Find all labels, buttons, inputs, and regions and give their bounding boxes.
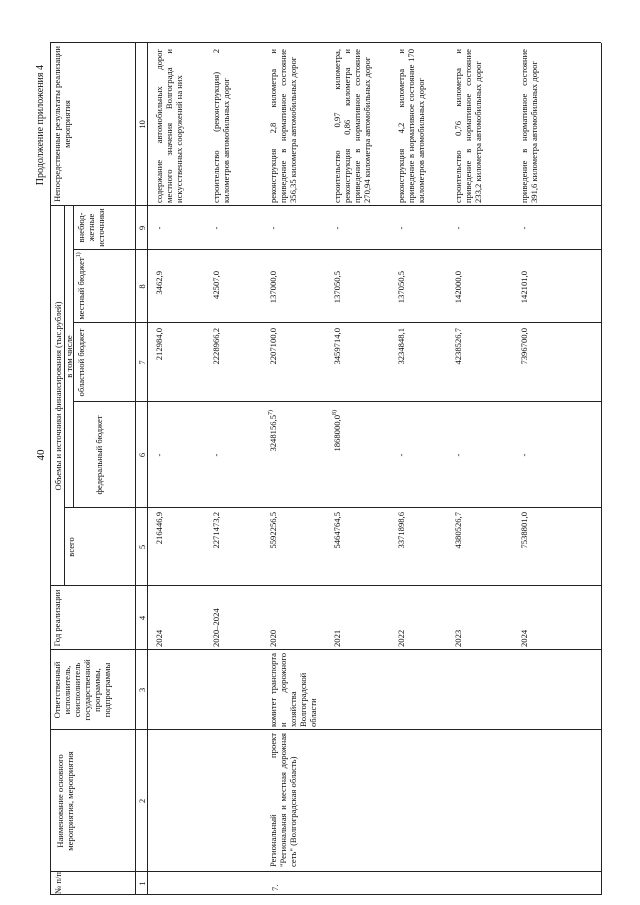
row-local: 137000,0 xyxy=(268,271,278,304)
col-num-2: 2 xyxy=(137,798,147,804)
row-total: 4380526,7 xyxy=(453,512,463,549)
row-offbudget: - xyxy=(268,226,278,230)
header-including: в том числе xyxy=(64,335,74,378)
header-results: Непосредственные результаты реализации мероприятия xyxy=(52,46,72,203)
header-local-footnote: 1) xyxy=(76,252,83,258)
col-num-4: 4 xyxy=(137,615,147,621)
header-local-cell xyxy=(76,251,86,321)
row-regional: 4238526,7 xyxy=(453,328,463,365)
header-volumes: Объемы и источники финансирования (тыс.рублей) xyxy=(53,301,63,491)
col-num-5: 5 xyxy=(137,544,147,550)
row-federal xyxy=(268,410,278,506)
row-local: 137050,5 xyxy=(332,271,342,304)
row-regional: 7396700,0 xyxy=(519,328,529,365)
row-name: Региональный проект "Региональная и местная дорожная сеть" (Волгоградская область) xyxy=(268,733,298,867)
col-num-1: 1 xyxy=(137,881,147,886)
row-offbudget: - xyxy=(332,226,342,230)
row-result: строительство 0,76 километра и приведение в нормативное состояние 233,2 километра автомобильных дорог xyxy=(453,49,483,203)
col-num-10: 10 xyxy=(137,120,147,129)
row-federal xyxy=(396,404,406,506)
header-name: Наименование основного мероприятия, мероприятия xyxy=(55,751,75,851)
row-federal-value: 3248156,5 xyxy=(268,415,278,452)
row-offbudget: - xyxy=(453,226,463,230)
header-executor: Ответственный исполнитель, соисполнитель государственной программы, подпрограммы xyxy=(52,659,112,721)
row-federal xyxy=(453,404,463,506)
row-federal xyxy=(211,404,221,506)
row-offbudget: - xyxy=(154,226,164,230)
row-regional: 3459714,0 xyxy=(332,328,342,365)
row-regional: 2207100,0 xyxy=(268,328,278,365)
row-executor: комитет транспорта и дорожного хозяйства Волгоградской области xyxy=(268,653,318,727)
row-federal-value: - xyxy=(453,453,463,457)
row-federal-footnote: 8) xyxy=(332,410,339,415)
row-offbudget: - xyxy=(396,226,406,230)
page-number: 40 xyxy=(35,449,47,461)
row-total: 2271473,2 xyxy=(211,512,221,549)
row-result: строительство 0,97 километра, реконструкция 0,86 километра и приведение в нормативное состояние 270,94 километра автомобильных дорог xyxy=(332,49,372,203)
row-federal-value: - xyxy=(519,453,529,457)
col-num-9: 9 xyxy=(137,225,147,231)
row-federal-value: - xyxy=(396,453,406,457)
header-total: всего xyxy=(66,537,76,557)
row-regional: 2228966,2 xyxy=(211,328,221,365)
row-local: 142000,0 xyxy=(453,271,463,304)
row-offbudget: - xyxy=(519,226,529,230)
continuation-caption: Продолжение приложения 4 xyxy=(35,65,46,186)
col-num-7: 7 xyxy=(137,360,147,365)
col-num-6: 6 xyxy=(137,452,147,458)
row-year: 2022 xyxy=(396,629,406,647)
row-local: 137050,5 xyxy=(396,271,406,304)
header-num: № п/п xyxy=(53,872,63,894)
row-num: 7. xyxy=(270,884,280,891)
row-federal-footnote: 7) xyxy=(268,410,275,415)
row-local: 142101,0 xyxy=(519,271,529,304)
row-regional: 3234848,1 xyxy=(396,328,406,365)
header-federal: федеральный бюджет xyxy=(94,415,104,495)
row-regional: 212984,0 xyxy=(154,328,164,361)
row-federal-value: - xyxy=(211,453,221,457)
row-federal-value: 1868000,0 xyxy=(332,415,342,452)
row-result: реконструкция 2,8 километра и приведение в нормативное состояние 356,35 километра автомобильных дорог xyxy=(268,49,298,203)
row-year: 2020–2024 xyxy=(211,608,221,647)
row-result: реконструкция 4,2 километра и приведение в нормативное состояние 170 километров автомобильных дорог xyxy=(396,49,426,203)
row-total: 3371898,6 xyxy=(396,512,406,549)
row-result: строительство (реконструкция) 2 километров автомобильных дорог xyxy=(211,49,231,203)
header-year: Год реализации xyxy=(52,589,62,647)
row-year: 2021 xyxy=(332,629,342,647)
row-result: содержание автомобильных дорог местного значения Волгограда и искусственных сооружений на них xyxy=(154,49,184,203)
row-total: 5464764,5 xyxy=(332,512,342,549)
row-total: 216446,9 xyxy=(154,512,164,545)
col-num-3: 3 xyxy=(137,687,147,693)
header-regional: областной бюджет xyxy=(76,328,86,397)
row-year: 2024 xyxy=(154,629,164,647)
header-offbudget: внебюд- жетные источники xyxy=(76,208,106,247)
row-total: 7538801,0 xyxy=(519,512,529,549)
row-result: приведение в нормативное состояние 391,6 километра автомобильных дорог xyxy=(519,49,539,203)
row-local: 3462,9 xyxy=(154,271,164,295)
row-year: 2020 xyxy=(268,629,278,647)
row-federal xyxy=(154,404,164,506)
row-federal xyxy=(519,404,529,506)
row-local: 42507,0 xyxy=(211,271,221,299)
row-total: 5592256,5 xyxy=(268,512,278,549)
row-federal xyxy=(332,410,342,506)
header-local: местный бюджет xyxy=(76,257,86,320)
row-year: 2024 xyxy=(519,629,529,647)
row-year: 2023 xyxy=(453,629,463,647)
col-num-8: 8 xyxy=(137,284,147,289)
row-federal-value: - xyxy=(154,453,164,457)
row-offbudget: - xyxy=(211,226,221,230)
